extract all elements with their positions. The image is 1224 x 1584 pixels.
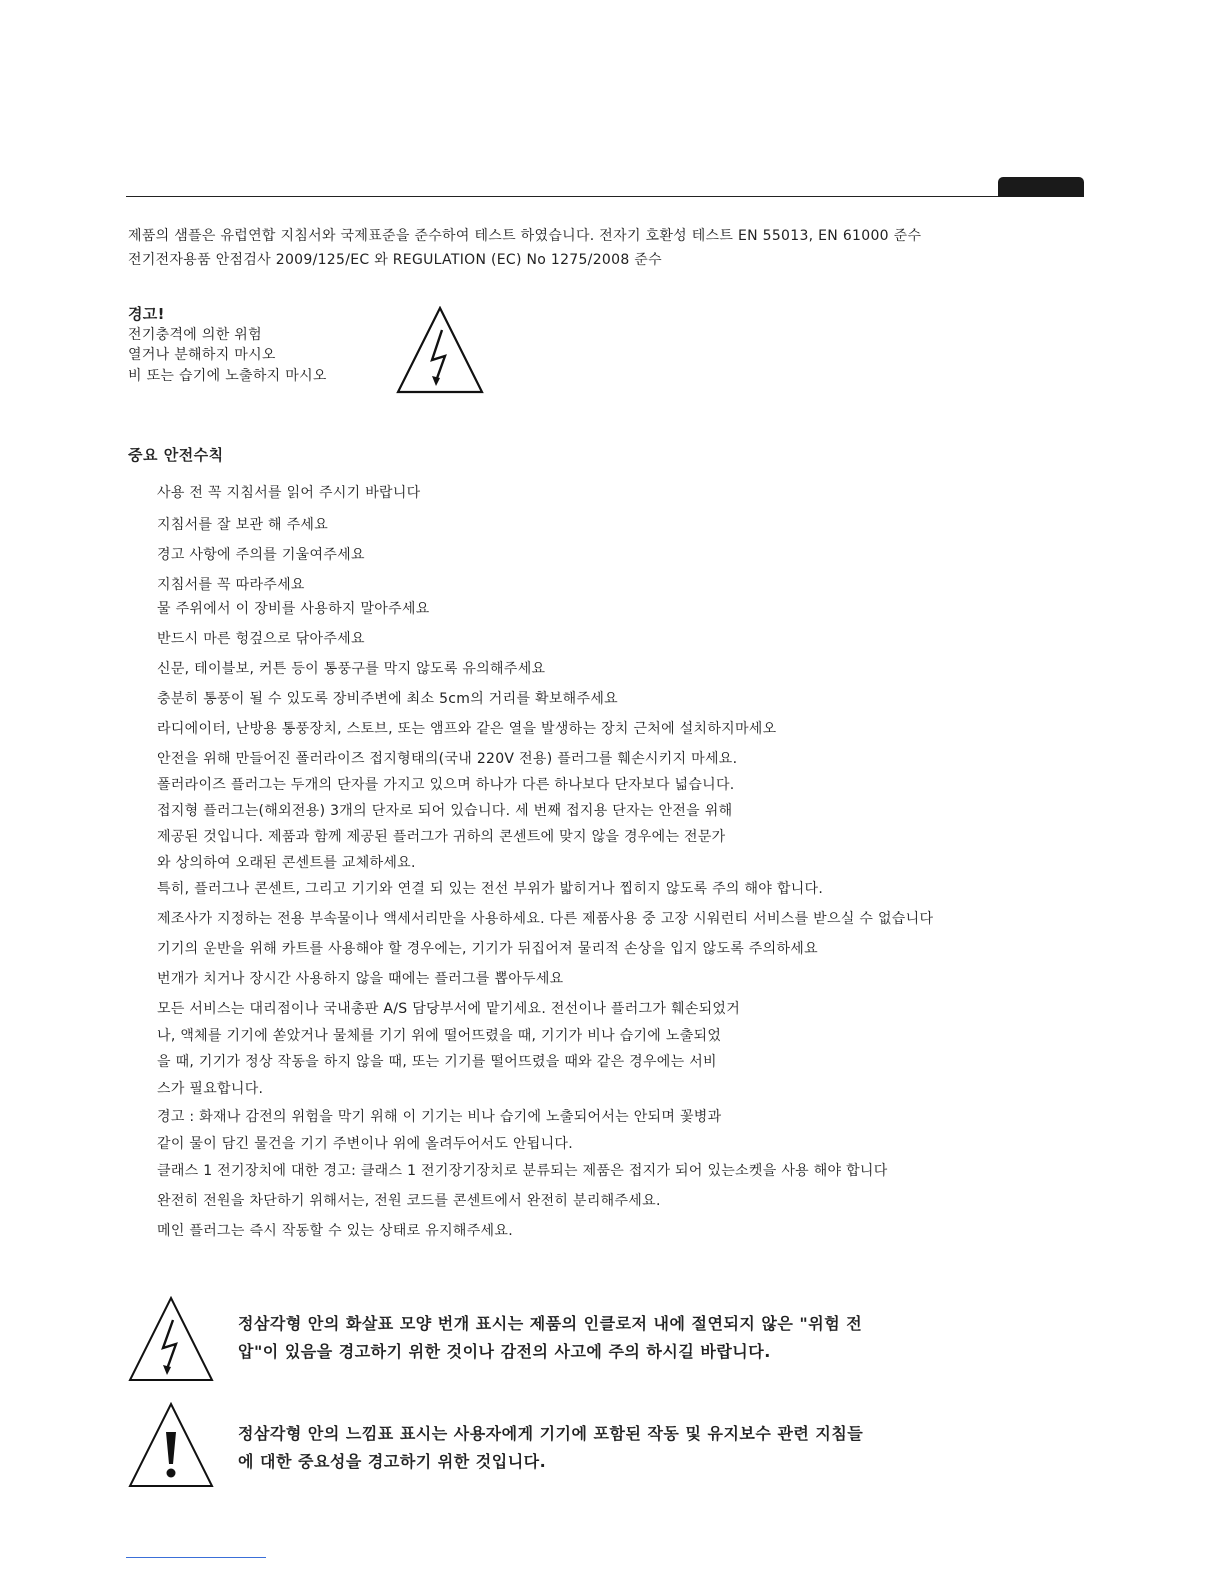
safety-rule-line: 지침서를 꼭 따라주세요 <box>157 577 305 593</box>
symbol-text-exclamation <box>238 1420 863 1476</box>
safety-rule-line: 스가 필요합니다. <box>157 1080 264 1097</box>
symbol-row-lightning <box>128 1296 1088 1386</box>
safety-rule-line: 경고 사항에 주의를 기울여주세요 <box>157 547 365 563</box>
symbol-text-line: 압"이 있음을 경고하기 위한 것이나 감전의 사고에 주의 하시길 바랍니다. <box>238 1342 771 1361</box>
safety-rule-line: 접지형 플러그는(해외전용) 3개의 단자로 되어 있습니다. 세 번째 접지용 단자는 안전을 위해 <box>157 803 733 819</box>
safety-rule-line: 제조사가 지정하는 전용 부속물이나 액세서리만을 사용하세요. 다른 제품사용 중 고장 시워런티 서비스를 받으실 수 없습니다 <box>157 911 934 927</box>
safety-rule-line: 반드시 마른 헝겊으로 닦아주세요 <box>157 631 365 647</box>
safety-rule-line: 폴러라이즈 플러그는 두개의 단자를 가지고 있으며 하나가 다른 하나보다 단자보다 넓습니다. <box>157 777 735 793</box>
safety-rule-item <box>157 686 618 712</box>
safety-rule-item <box>157 626 365 652</box>
safety-rule-item <box>157 656 545 682</box>
safety-rule-item <box>157 572 305 598</box>
safety-rule-item <box>157 936 818 962</box>
safety-rule-line: 같이 물이 담긴 물건을 기기 주변이나 위에 올려두어서도 안됩니다. <box>157 1135 573 1152</box>
safety-rule-line: 지침서를 잘 보관 해 주세요 <box>157 517 329 533</box>
safety-rule-item <box>157 480 421 506</box>
symbol-text-line: 에 대한 중요성을 경고하기 위한 것입니다. <box>238 1452 547 1471</box>
safety-rule-line: 와 상의하여 오래된 콘센트를 교체하세요. <box>157 855 416 871</box>
safety-rule-item <box>157 542 365 568</box>
header-tab-marker <box>998 177 1084 197</box>
safety-rule-item <box>157 876 823 902</box>
safety-rule-item <box>157 1218 513 1244</box>
safety-rule-line: 특히, 플러그나 콘센트, 그리고 기기와 연결 되 있는 전선 부위가 밟히거나 찝히지 않도록 주의 해야 합니다. <box>157 881 824 897</box>
safety-rule-line: 라디에이터, 난방용 통풍장치, 스토브, 또는 앰프와 같은 열을 발생하는 장치 근처에 설치하지마세오 <box>157 721 777 737</box>
symbol-row-exclamation <box>128 1402 1088 1492</box>
safety-rule-item <box>157 596 430 622</box>
safety-rule-item <box>157 716 776 742</box>
safety-rule-item <box>157 746 737 876</box>
safety-rule-item <box>157 996 740 1102</box>
symbol-text-lightning <box>238 1310 862 1366</box>
safety-rule-line: 안전을 위해 만들어진 폴러라이즈 접지형태의(국내 220V 전용) 플러그를 훼손시키지 마세요. <box>157 751 738 767</box>
safety-rule-line: 메인 플러그는 즉시 작동할 수 있는 상태로 유지해주세요. <box>157 1223 513 1239</box>
safety-rule-line: 모든 서비스는 대리점이나 국내총판 A/S 담당부서에 맡기세요. 전선이나 플러그가 훼손되었거 <box>157 1001 741 1017</box>
warning-line: 열거나 분해하지 마시오 <box>128 347 276 363</box>
safety-rule-line: 나, 액체를 기기에 쏟았거나 물체를 기기 위에 떨어뜨렸을 때, 기기가 비나 습기에 노출되었 <box>157 1027 722 1044</box>
safety-rule-line: 물 주위에서 이 장비를 사용하지 말아주세요 <box>157 601 430 617</box>
warning-title: 경고! <box>128 305 165 323</box>
header-rule <box>126 196 1084 197</box>
safety-rule-line: 클래스 1 전기장치에 대한 경고: 클래스 1 전기장기장치로 분류되는 제품은 접지가 되어 있는소켓을 사용 해야 합니다 <box>157 1163 888 1179</box>
safety-rule-line: 완전히 전원을 차단하기 위해서는, 전원 코드를 콘센트에서 완전히 분리해주세요. <box>157 1193 661 1209</box>
lightning-triangle-icon <box>128 1296 214 1382</box>
safety-rule-line: 번개가 치거나 장시간 사용하지 않을 때에는 플러그를 뽑아두세요 <box>157 971 564 987</box>
safety-rule-item <box>157 512 328 538</box>
safety-rule-item <box>157 1188 661 1214</box>
safety-rule-line: 충분히 통풍이 될 수 있도록 장비주변에 최소 5cm의 거리를 확보해주세요 <box>157 691 618 707</box>
safety-rule-line: 사용 전 꼭 지침서를 읽어 주시기 바랍니다 <box>157 485 421 501</box>
safety-rule-item <box>157 1158 888 1184</box>
footer-rule <box>126 1557 266 1558</box>
warning-block <box>128 304 327 386</box>
safety-rule-line: 경고 : 화재나 감전의 위험을 막기 위해 이 기기는 비나 습기에 노출되어서는 안되며 꽃병과 <box>157 1109 722 1125</box>
compliance-line-2: 전기전자용품 안점검사 2009/125/EC 와 REGULATION (EC) No 1275/2008 준수 <box>128 252 662 268</box>
safety-rule-line: 기기의 운반을 위해 카트를 사용해야 할 경우에는, 기기가 뒤집어져 물리적 손상을 입지 않도록 주의하세요 <box>157 941 818 957</box>
safety-rule-line: 신문, 테이블보, 커튼 등이 통풍구를 막지 않도록 유의해주세요 <box>157 661 546 677</box>
safety-rule-item <box>157 1104 721 1157</box>
warning-line: 전기충격에 의한 위험 <box>128 326 262 343</box>
safety-rule-item <box>157 906 933 932</box>
safety-rule-item <box>157 966 564 992</box>
warning-line: 비 또는 습기에 노출하지 마시오 <box>128 367 327 384</box>
electric-shock-triangle-icon <box>396 306 484 394</box>
safety-rule-line: 제공된 것입니다. 제품과 함께 제공된 플러그가 귀하의 콘센트에 맞지 않을 경우에는 전문가 <box>157 829 726 845</box>
safety-rule-line: 을 때, 기기가 정상 작동을 하지 않을 때, 또는 기기를 떨어뜨렸을 때와 같은 경우에는 서비 <box>157 1054 717 1070</box>
compliance-line-1: 제품의 샘플은 유럽연합 지침서와 국제표준을 준수하여 테스트 하였습니다. 전자기 호환성 테스트 EN 55013, EN 61000 준수 <box>128 228 922 244</box>
symbol-text-line: 정삼각형 안의 화살표 모양 번개 표시는 제품의 인클로저 내에 절연되지 않은 "위험 전 <box>238 1314 863 1333</box>
section-title: 중요 안전수칙 <box>128 446 224 464</box>
symbol-text-line: 정삼각형 안의 느낌표 표시는 사용자에게 기기에 포함된 작동 및 유지보수 관련 지침들 <box>238 1424 864 1443</box>
compliance-intro <box>128 224 1088 272</box>
exclamation-triangle-icon <box>128 1402 214 1488</box>
